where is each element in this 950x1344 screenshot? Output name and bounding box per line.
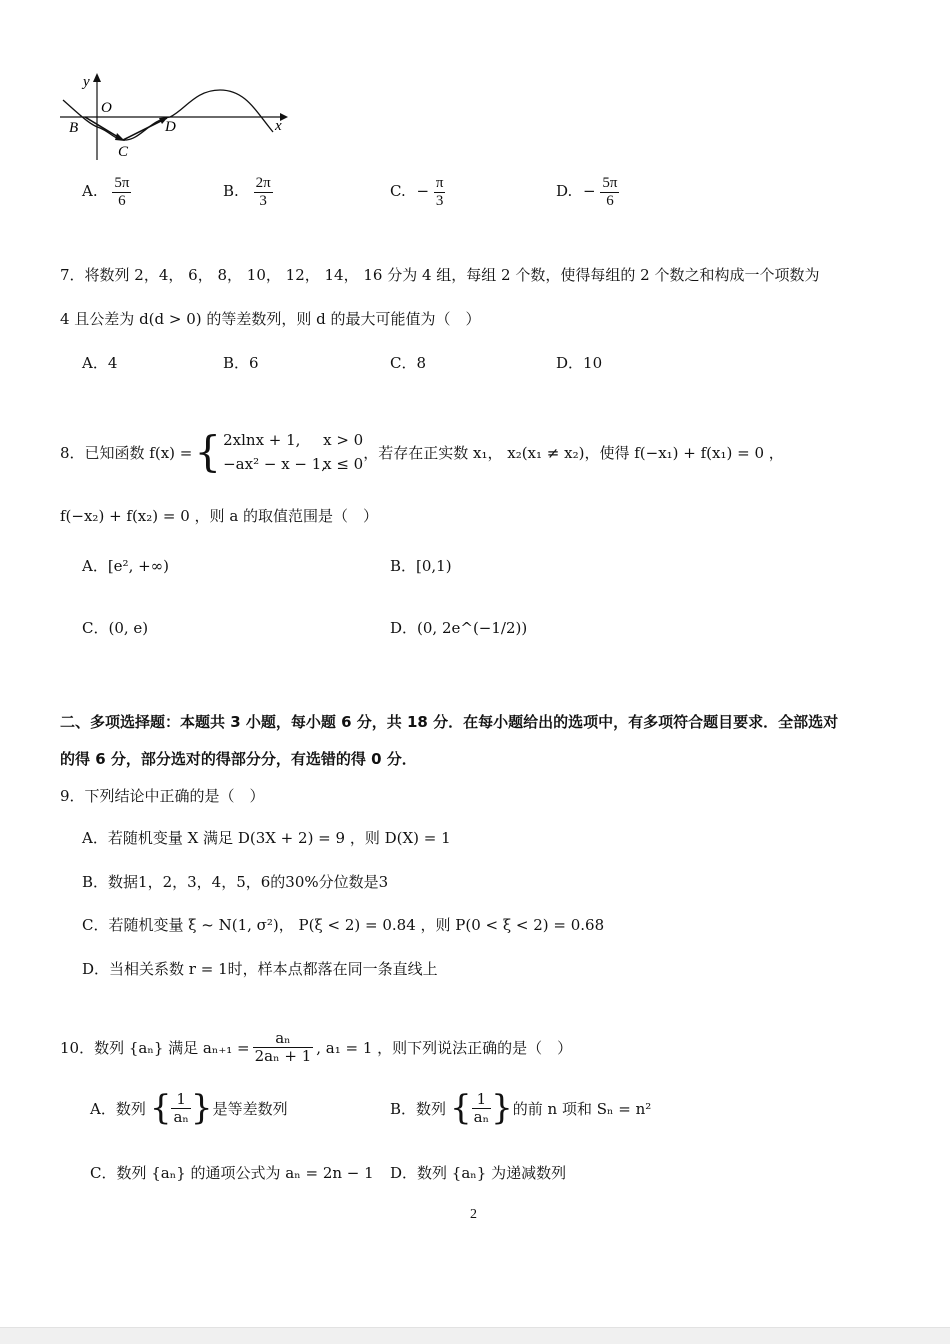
q8-option-a: A．[e², +∞) xyxy=(82,557,170,575)
q9-option-a: A．若随机变量 X 满足 D(3X + 2) = 9 ，则 D(X) = 1 xyxy=(82,829,451,847)
option-fraction: $\frac{\pi}{3}$ xyxy=(435,175,444,209)
q10-stem-pre: 10．数列 {aₙ} 满足 aₙ₊₁ = xyxy=(60,1038,250,1057)
q10-option-d: D．数列 {aₙ} 为递减数列 xyxy=(390,1164,567,1182)
page-bottom-edge xyxy=(0,1327,950,1344)
case1-expr: 2xlnx + 1, xyxy=(223,431,301,449)
point-d-label: D xyxy=(165,119,176,135)
q6-option-b xyxy=(223,175,273,209)
piecewise-cases xyxy=(223,428,363,476)
section2-heading-line2: 的得 6 分，部分选对的得部分分，有选错的得 0 分． xyxy=(60,750,417,768)
q7-stem-line1: 7．将数列 2，4， 6， 8， 10， 12， 14， 16 分为 4 组，每组 2 个数，使得每组的 2 个数之和构成一个项数为 xyxy=(60,266,820,284)
q6-option-a xyxy=(82,175,131,209)
axis-y-label: y xyxy=(83,74,90,90)
q8-stem-line1 xyxy=(60,428,784,476)
option-letter: D. xyxy=(556,182,573,200)
point-o-label: O xyxy=(101,100,112,116)
point-b-label: B xyxy=(69,120,79,136)
q9-option-b: B．数据1，2，3，4，5，6的30%分位数是3 xyxy=(82,873,389,891)
q7-option-c: C．8 xyxy=(390,354,427,372)
brace-open-icon: { xyxy=(450,1088,472,1128)
q6-option-c xyxy=(390,175,445,209)
brace-open-icon: { xyxy=(149,1088,172,1128)
case2-expr: −ax² − x − 1, xyxy=(223,455,327,473)
brace-close-icon: } xyxy=(190,1088,213,1128)
brace-icon: { xyxy=(194,427,222,476)
q10-option-b xyxy=(390,1088,651,1128)
option-letter: C. xyxy=(390,182,406,200)
q8-prefix: 8．已知函数 f(x) = xyxy=(60,443,193,462)
case1-cond: x > 0 xyxy=(323,431,364,449)
option-letter: A. xyxy=(82,182,98,200)
case2-cond: x ≤ 0 xyxy=(323,455,364,473)
option-fraction: $\frac{5\pi}{6}$ xyxy=(602,175,618,209)
option-a-prefix: A．数列 xyxy=(90,1099,146,1118)
option-sign: − xyxy=(583,182,596,200)
option-letter: B. xyxy=(223,182,239,200)
option-sign: − xyxy=(416,182,430,200)
q8-option-d: D．(0, 2e^(−1/2)) xyxy=(390,619,528,637)
reciprocal-fraction: $\frac{1}{\text{aₙ}}$ xyxy=(173,1090,189,1126)
option-fraction: $\frac{2\pi}{3}$ xyxy=(255,175,271,209)
q10-recurrence-fraction: $\frac{\text{aₙ}}{\text{2aₙ + 1}}$ xyxy=(254,1029,312,1065)
q9-option-d: D．当相关系数 r = 1时，样本点都落在同一条直线上 xyxy=(82,960,438,978)
option-b-suffix: 的前 n 项和 Sₙ = n² xyxy=(512,1099,652,1118)
q7-option-b: B．6 xyxy=(223,354,259,372)
axis-x-label: x xyxy=(275,118,282,134)
q8-suffix: ，若存在正实数 x₁， x₂(x₁ ≠ x₂)，使得 f(−x₁) + f(x₁) = 0 ， xyxy=(363,443,784,462)
q10-option-c: C．数列 {aₙ} 的通项公式为 aₙ = 2n − 1 xyxy=(90,1164,374,1182)
option-b-prefix: B．数列 xyxy=(390,1099,447,1118)
point-c-label: C xyxy=(118,144,129,160)
y-axis-arrow xyxy=(93,73,101,82)
reciprocal-fraction: $\frac{1}{\text{aₙ}}$ xyxy=(473,1090,490,1126)
q10-stem-post: , a₁ = 1 ，则下列说法正确的是（ ） xyxy=(316,1038,573,1057)
q6-option-d xyxy=(556,175,619,209)
option-a-suffix: 是等差数列 xyxy=(212,1099,288,1118)
page-number: 2 xyxy=(470,1207,477,1222)
q10-stem xyxy=(60,1030,572,1064)
q8-option-c: C．(0, e) xyxy=(82,619,149,637)
q8-stem-line2: f(−x₂) + f(x₂) = 0 ，则 a 的取值范围是（ ） xyxy=(60,507,379,525)
function-graph-figure xyxy=(55,70,295,165)
q8-option-b: B．[0,1) xyxy=(390,557,452,575)
segment-cd xyxy=(123,118,167,140)
option-fraction: $\frac{5\pi}{6}$ xyxy=(114,175,130,209)
q9-option-c: C．若随机变量 ξ ~ N(1, σ²)， P(ξ < 2) = 0.84 ，则 P(0 < ξ < 2) = 0.68 xyxy=(82,916,605,934)
q10-option-a xyxy=(90,1088,288,1128)
brace-close-icon: } xyxy=(491,1088,513,1128)
q9-stem: 9．下列结论中正确的是（ ） xyxy=(60,787,265,805)
section2-heading-line1: 二、多项选择题：本题共 3 小题，每小题 6 分，共 18 分．在每小题给出的选项中，有多项符合题目要求．全部选对 xyxy=(60,713,839,731)
q7-stem-line2: 4 且公差为 d(d > 0) 的等差数列，则 d 的最大可能值为（ ） xyxy=(60,310,481,328)
q7-option-a: A．4 xyxy=(82,354,118,372)
q7-option-d: D．10 xyxy=(556,354,603,372)
